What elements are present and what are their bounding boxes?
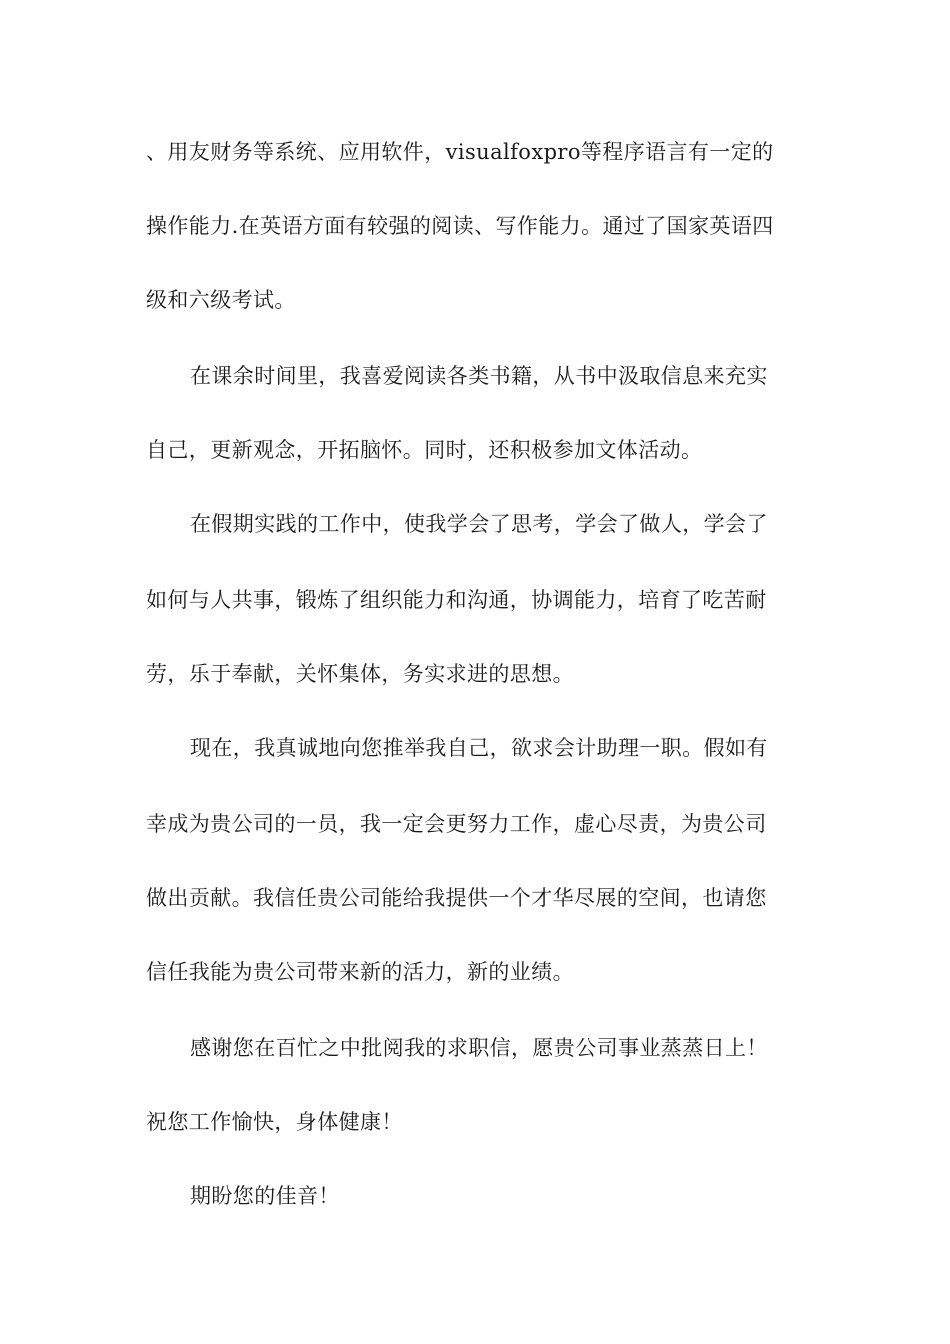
text-line: 级和六级考试。: [146, 288, 296, 312]
text-line: 信任我能为贵公司带来新的活力，新的业绩。: [146, 960, 574, 984]
text-line: 劳，乐于奉献，关怀集体，务实求进的思想。: [146, 662, 574, 686]
closing-line: 期盼您的佳音！: [190, 1184, 340, 1208]
text-line: 自己，更新观念，开拓脑怀。同时，还积极参加文体活动。: [146, 438, 703, 462]
text-line: 、用友财务等系统、应用软件，visualfoxpro等程序语言有一定的: [146, 140, 774, 164]
paragraph-start-line: 在课余时间里，我喜爱阅读各类书籍，从书中汲取信息来充实: [190, 364, 768, 388]
text-line: 如何与人共事，锻炼了组织能力和沟通，协调能力，培育了吃苦耐: [146, 588, 767, 612]
text-line: 操作能力.在英语方面有较强的阅读、写作能力。通过了国家英语四: [146, 214, 774, 238]
text-line: 幸成为贵公司的一员，我一定会更努力工作，虚心尽责，为贵公司: [146, 812, 767, 836]
text-line: 祝您工作愉快，身体健康！: [146, 1110, 403, 1134]
paragraph-start-line: 感谢您在百忙之中批阅我的求职信，愿贵公司事业蒸蒸日上！: [190, 1036, 768, 1060]
paragraph-start-line: 在假期实践的工作中，使我学会了思考，学会了做人，学会了: [190, 512, 768, 536]
text-line: 做出贡献。我信任贵公司能给我提供一个才华尽展的空间，也请您: [146, 886, 767, 910]
paragraph-start-line: 现在，我真诚地向您推举我自己，欲求会计助理一职。假如有: [190, 736, 768, 760]
